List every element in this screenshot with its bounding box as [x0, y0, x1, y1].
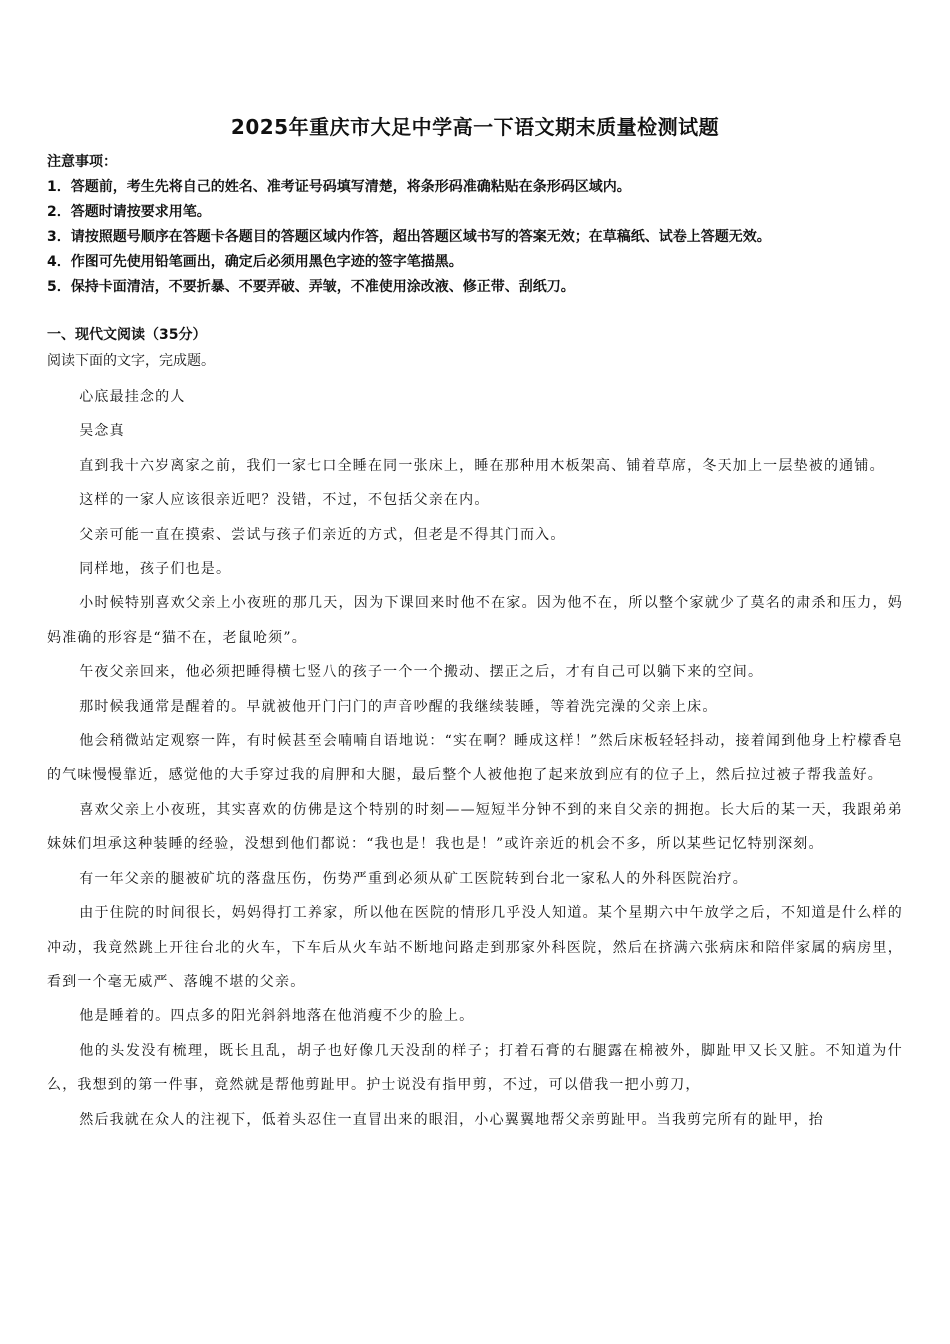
notice-heading: 注意事项： [47, 154, 117, 170]
article-paragraph: 由于住院的时间很长，妈妈得打工养家，所以他在医院的情形几乎没人知道。某个星期六中午放学之后，不知道是什么样的冲动，我竟然跳上开往台北的火车，下车后从火车站不断地问路走到那家外科医院，然后在挤满六张病床和陪伴家属的病房里，看到一个毫无威严、落魄不堪的父亲。 [47, 905, 903, 990]
article-paragraph: 那时候我通常是醒着的。早就被他开门闩门的声音吵醒的我继续装睡，等着洗完澡的父亲上床。 [79, 698, 718, 715]
notice-item: 4．作图可先使用铅笔画出，确定后必须用黑色字迹的签字笔描黑。 [47, 254, 463, 270]
reading-intro: 阅读下面的文字，完成题。 [47, 353, 215, 369]
section-heading: 一、现代文阅读（35分） [47, 327, 207, 343]
article-paragraph: 午夜父亲回来，他必须把睡得横七竖八的孩子一个一个搬动、摆正之后，才有自己可以躺下来的空间。 [79, 664, 764, 681]
article-paragraph: 有一年父亲的腿被矿坑的落盘压伤，伤势严重到必须从矿工医院转到台北一家私人的外科医院治疗。 [79, 870, 748, 887]
article-author: 吴念真 [79, 423, 125, 440]
article-paragraph: 父亲可能一直在摸索、尝试与孩子们亲近的方式，但老是不得其门而入。 [79, 526, 566, 543]
notice-block [47, 150, 917, 300]
article-paragraph: 直到我十六岁离家之前，我们一家七口全睡在同一张床上，睡在那种用木板架高、铺着草席，冬天加上一层垫被的通铺。 [79, 457, 885, 474]
article-paragraph: 同样地，孩子们也是。 [79, 561, 232, 578]
notice-item: 3．请按照题号顺序在答题卡各题目的答题区域内作答，超出答题区域书写的答案无效；在草稿纸、试卷上答题无效。 [47, 229, 771, 245]
article-paragraph: 他会稍微站定观察一阵，有时候甚至会喃喃自语地说：“实在啊？睡成这样！”然后床板轻轻抖动，接着闻到他身上柠檬香皂的气味慢慢靠近，感觉他的大手穿过我的肩胛和大腿，最后整个人被他抱了起来放到应有的位子上，然后拉过被子帮我盖好。 [47, 733, 903, 784]
article-paragraph: 喜欢父亲上小夜班，其实喜欢的仿佛是这个特别的时刻——短短半分钟不到的来自父亲的拥抱。长大后的某一天，我跟弟弟妹妹们坦承这种装睡的经验，没想到他们都说：“我也是！我也是！”或许亲近的机会不多，所以某些记忆特别深刻。 [47, 801, 903, 853]
reading-article [47, 380, 903, 1137]
article-paragraph: 他的头发没有梳理，既长且乱，胡子也好像几天没刮的样子；打着石膏的右腿露在棉被外，脚趾甲又长又脏。不知道为什么，我想到的第一件事，竟然就是帮他剪趾甲。护士说没有指甲剪，不过，可以借我一把小剪刀， [47, 1042, 903, 1094]
notice-item: 2．答题时请按要求用笔。 [47, 204, 211, 220]
notice-item: 1．答题前，考生先将自己的姓名、准考证号码填写清楚，将条形码准确粘贴在条形码区域内。 [47, 179, 631, 195]
article-paragraph: 小时候特别喜欢父亲上小夜班的那几天，因为下课回来时他不在家。因为他不在，所以整个家就少了莫名的肃杀和压力，妈妈准确的形容是“猫不在，老鼠呛须”。 [47, 595, 903, 646]
article-paragraph: 他是睡着的。四点多的阳光斜斜地落在他消瘦不少的脸上。 [79, 1008, 475, 1025]
article-paragraph: 这样的一家人应该很亲近吧？没错，不过，不包括父亲在内。 [79, 492, 490, 509]
article-paragraph: 然后我就在众人的注视下，低着头忍住一直冒出来的眼泪，小心翼翼地帮父亲剪趾甲。当我剪完所有的趾甲，抬 [79, 1111, 824, 1128]
article-title: 心底最挂念的人 [79, 389, 186, 405]
notice-item: 5．保持卡面清洁，不要折暴、不要弄破、弄皱，不准使用涂改液、修正带、刮纸刀。 [47, 279, 575, 295]
page-title: 2025年重庆市大足中学高一下语文期末质量检测试题 [230, 115, 720, 139]
